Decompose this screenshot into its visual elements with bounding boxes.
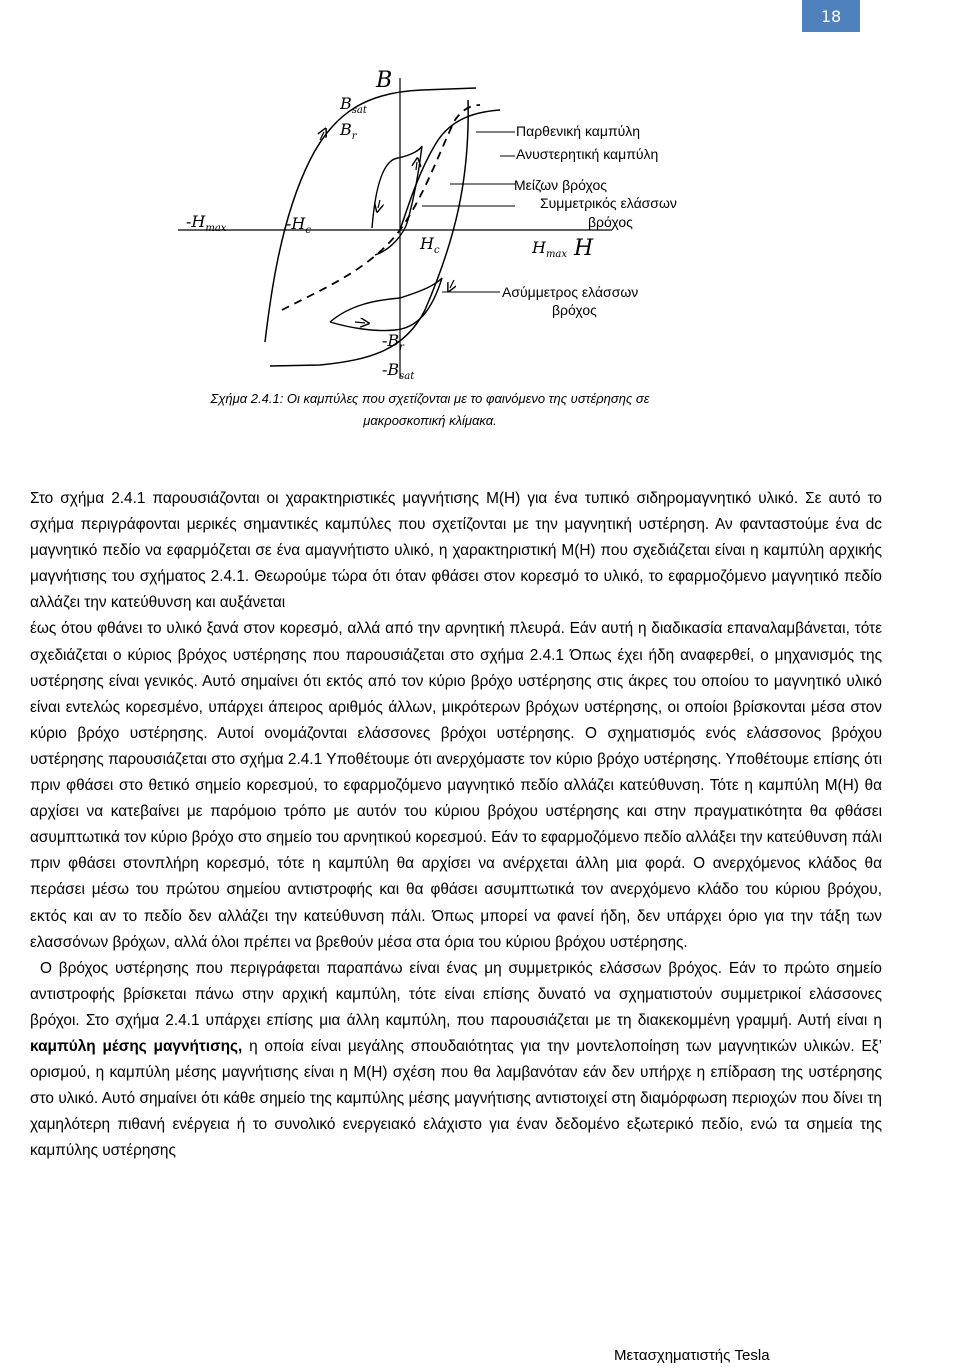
h-axis-label: H [574, 236, 594, 261]
b-sat-label: $B_{sat}$ [340, 94, 367, 117]
page-number-badge: 18 [802, 0, 860, 32]
asymmetric-minor-loop-label-1: Ασύμμετρος ελάσσων [502, 284, 639, 300]
paragraph-1-continued: έως ότου φθάνει το υλικό ξανά στον κορεσμό, αλλά από την αρνητική πλευρά. Εάν αυτή η διαδικασία επαναλαμβάνεται, τότε σχεδιάζεται ο κύριος βρόχος υστέρησης που παρουσιάζεται στο σχήμα 2.4.1 Όπως έχει ήδη αναφερθεί, ο μηχανισμός της υστέρησης είναι γενικός. Αυτό σημαίνει ότι εκτός από τον κύριο βρόχο υστέρησης στις άκρες του οποίου το μαγνητικό υλικό είναι εντελώς κορεσμένο, υπάρχει άπειρος αριθμός άλλων, μικρότερων βρόχων υστέρησης, οι οποίοι βρίσκονται μέσα στον κύριο βρόχο υστέρησης. Αυτοί ονομάζονται ελάσσονες βρόχοι υστέρησης. Ο σχηματισμός ενός ελάσσονος βρόχου υστέρησης παρουσιάζεται στο σχήμα 2.4.1 Υποθέτουμε ότι ανερχόμαστε τον κύριο βρόχο υστέρησης. Υποθέτουμε επίσης ότι πριν φθάσει στο θετικό σημείο κορεσμού, το εφαρμοζόμενο μαγνητικό πεδίο αλλάζει κατεύθυνση. Τότε η καμπύλη M(H) θα αρχίσει να κατεβαίνει με παρόμοιο τρόπο με αυτόν του κύριου βρόχου υστέρησης και στην πραγματικότητα θα φθάσει ασυμπτωτικά τον κύριο βρόχο στο σημείο του αρνητικού κορεσμού. Εάν το εφαρμοζόμενο πεδίο αλλάξει την κατεύθυνση πάλι πριν φθάσει στονπλήρη κορεσμό, τότε η καμπύλη θα αρχίσει να ανέρχεται άλλη μια φορά. Ο ανερχόμενος κλάδος θα περάσει μέσω του πρώτου σημείου αντιστροφής και θα φθάσει ασυμπτωτικά τον ανερχόμενο κλάδο του κύριου βρόχου, εκτός και αν το πεδίο δεν αλλάζει την κατεύθυνση πάλι. Όπως μπορεί να φανεί ήδη, δεν υπάρχει όριο για την τάξη των ελασσόνων βρόχων, αλλά όλοι πρέπει να βρεθούν μέσα στα όρια του κύριου βρόχου υστέρησης. [30, 620, 882, 951]
arrow-minor-down [378, 200, 380, 208]
hysteresis-figure [170, 60, 730, 415]
b-r-label: $B_r$ [340, 120, 357, 143]
caption-line-2: μακροσκοπική κλίμακα. [363, 413, 497, 428]
figure-caption [130, 388, 730, 432]
paragraph-2: Ο βρόχος υστέρησης που περιγράφεται παραπάνω είναι ένας μη συμμετρικός ελάσσων βρόχος. Εάν το πρώτο σημείο αντιστροφής βρίσκεται πάνω στην αρχική καμπύλη, τότε είναι επίσης δυνατό να σχηματιστούν συμμετρικοί ελάσσονες βρόχοι. Στο σχήμα 2.4.1 υπάρχει επίσης μια άλλη καμπύλη, που παρουσιάζεται με τη διακεκομμένη γραμμή. Αυτή είναι η καμπύλη μέσης μαγνήτισης, η οποία είναι μεγάλης σπουδαιότητας για την μοντελοποίηση των μαγνητικών υλικών. Εξ’ ορισμού, η καμπύλη μέσης μαγνήτισης είναι η M(H) σχέση που θα λαμβανόταν εάν δεν υπήρχε η επίδραση της υστέρησης στο υλικό. Αυτό σημαίνει ότι κάθε σημείο της καμπύλης μέσης μαγνήτισης αντιστοιχεί στη διαμόρφωση περιοχών που δίνει τη χαμηλότερη πιθανή ενέργεια ή το συνολικό ενεργειακό ελάχιστο για έναν δεδομένο εξωτερικό πεδίο, ενώ τα σημεία της καμπύλης υστέρησης [30, 959, 882, 1160]
b-axis-label: B [376, 68, 393, 93]
arrow-down-right [450, 280, 454, 288]
virgin-curve-label: Παρθενική καμπύλη [516, 123, 641, 139]
body-text [30, 486, 882, 1164]
symmetric-minor-loop-label-2: βρόχος [588, 214, 633, 230]
neg-b-sat-label: $-B_{sat}$ [382, 360, 415, 383]
neg-b-r-label: $-B_r$ [382, 331, 404, 354]
neg-h-c-label: $-H_c$ [286, 214, 311, 237]
h-max-label: $H_{max}$ [532, 238, 568, 261]
asymmetric-minor-loop [330, 278, 442, 331]
virgin-curve [400, 110, 500, 230]
anhysteretic-curve [282, 105, 480, 310]
major-loop-label: Μείζων βρόχος [514, 177, 608, 193]
symmetric-minor-loop-label-1: Συμμετρικός ελάσσων [540, 195, 677, 211]
arrow-asym [355, 322, 365, 323]
paragraph-1: Στο σχήμα 2.4.1 παρουσιάζονται οι χαρακτηριστικές μαγνήτισης M(H) για ένα τυπικό σιδηρομαγνητικό υλικό. Σε αυτό το σχήμα περιγράφονται μερικές σημαντικές καμπύλες που σχετίζονται με την μαγνητική υστέρηση. Αν φανταστούμε ένα dc μαγνητικό πεδίο να εφαρμόζεται σε ένα αμαγνήτιστο υλικό, η χαρακτηριστική M(H) που σχεδιάζεται είναι η καμπύλη αρχικής μαγνήτισης του σχήματος 2.4.1. Θεωρούμε τώρα ότι όταν φθάσει στον κορεσμό το υλικό, το εφαρμοζόμενο μαγνητικό πεδίο αλλάζει την κατεύθυνση και αυξάνεται [30, 490, 883, 612]
hysteresis-diagram [170, 60, 730, 383]
page-footer: Μετασχηματιστής Tesla [614, 1347, 770, 1364]
neg-h-max-label: $-H_{max}$ [186, 212, 227, 235]
caption-line-1: Σχήμα 2.4.1: Οι καμπύλες που σχετίζονται με το φαινόμενο της υστέρησης σε [210, 391, 650, 406]
h-c-label: $H_c$ [420, 234, 440, 257]
asymmetric-minor-loop-label-2: βρόχος [552, 302, 597, 318]
anhysteretic-curve-label: Ανυστερητική καμπύλη [516, 146, 659, 162]
arrow-minor-up [416, 162, 417, 170]
